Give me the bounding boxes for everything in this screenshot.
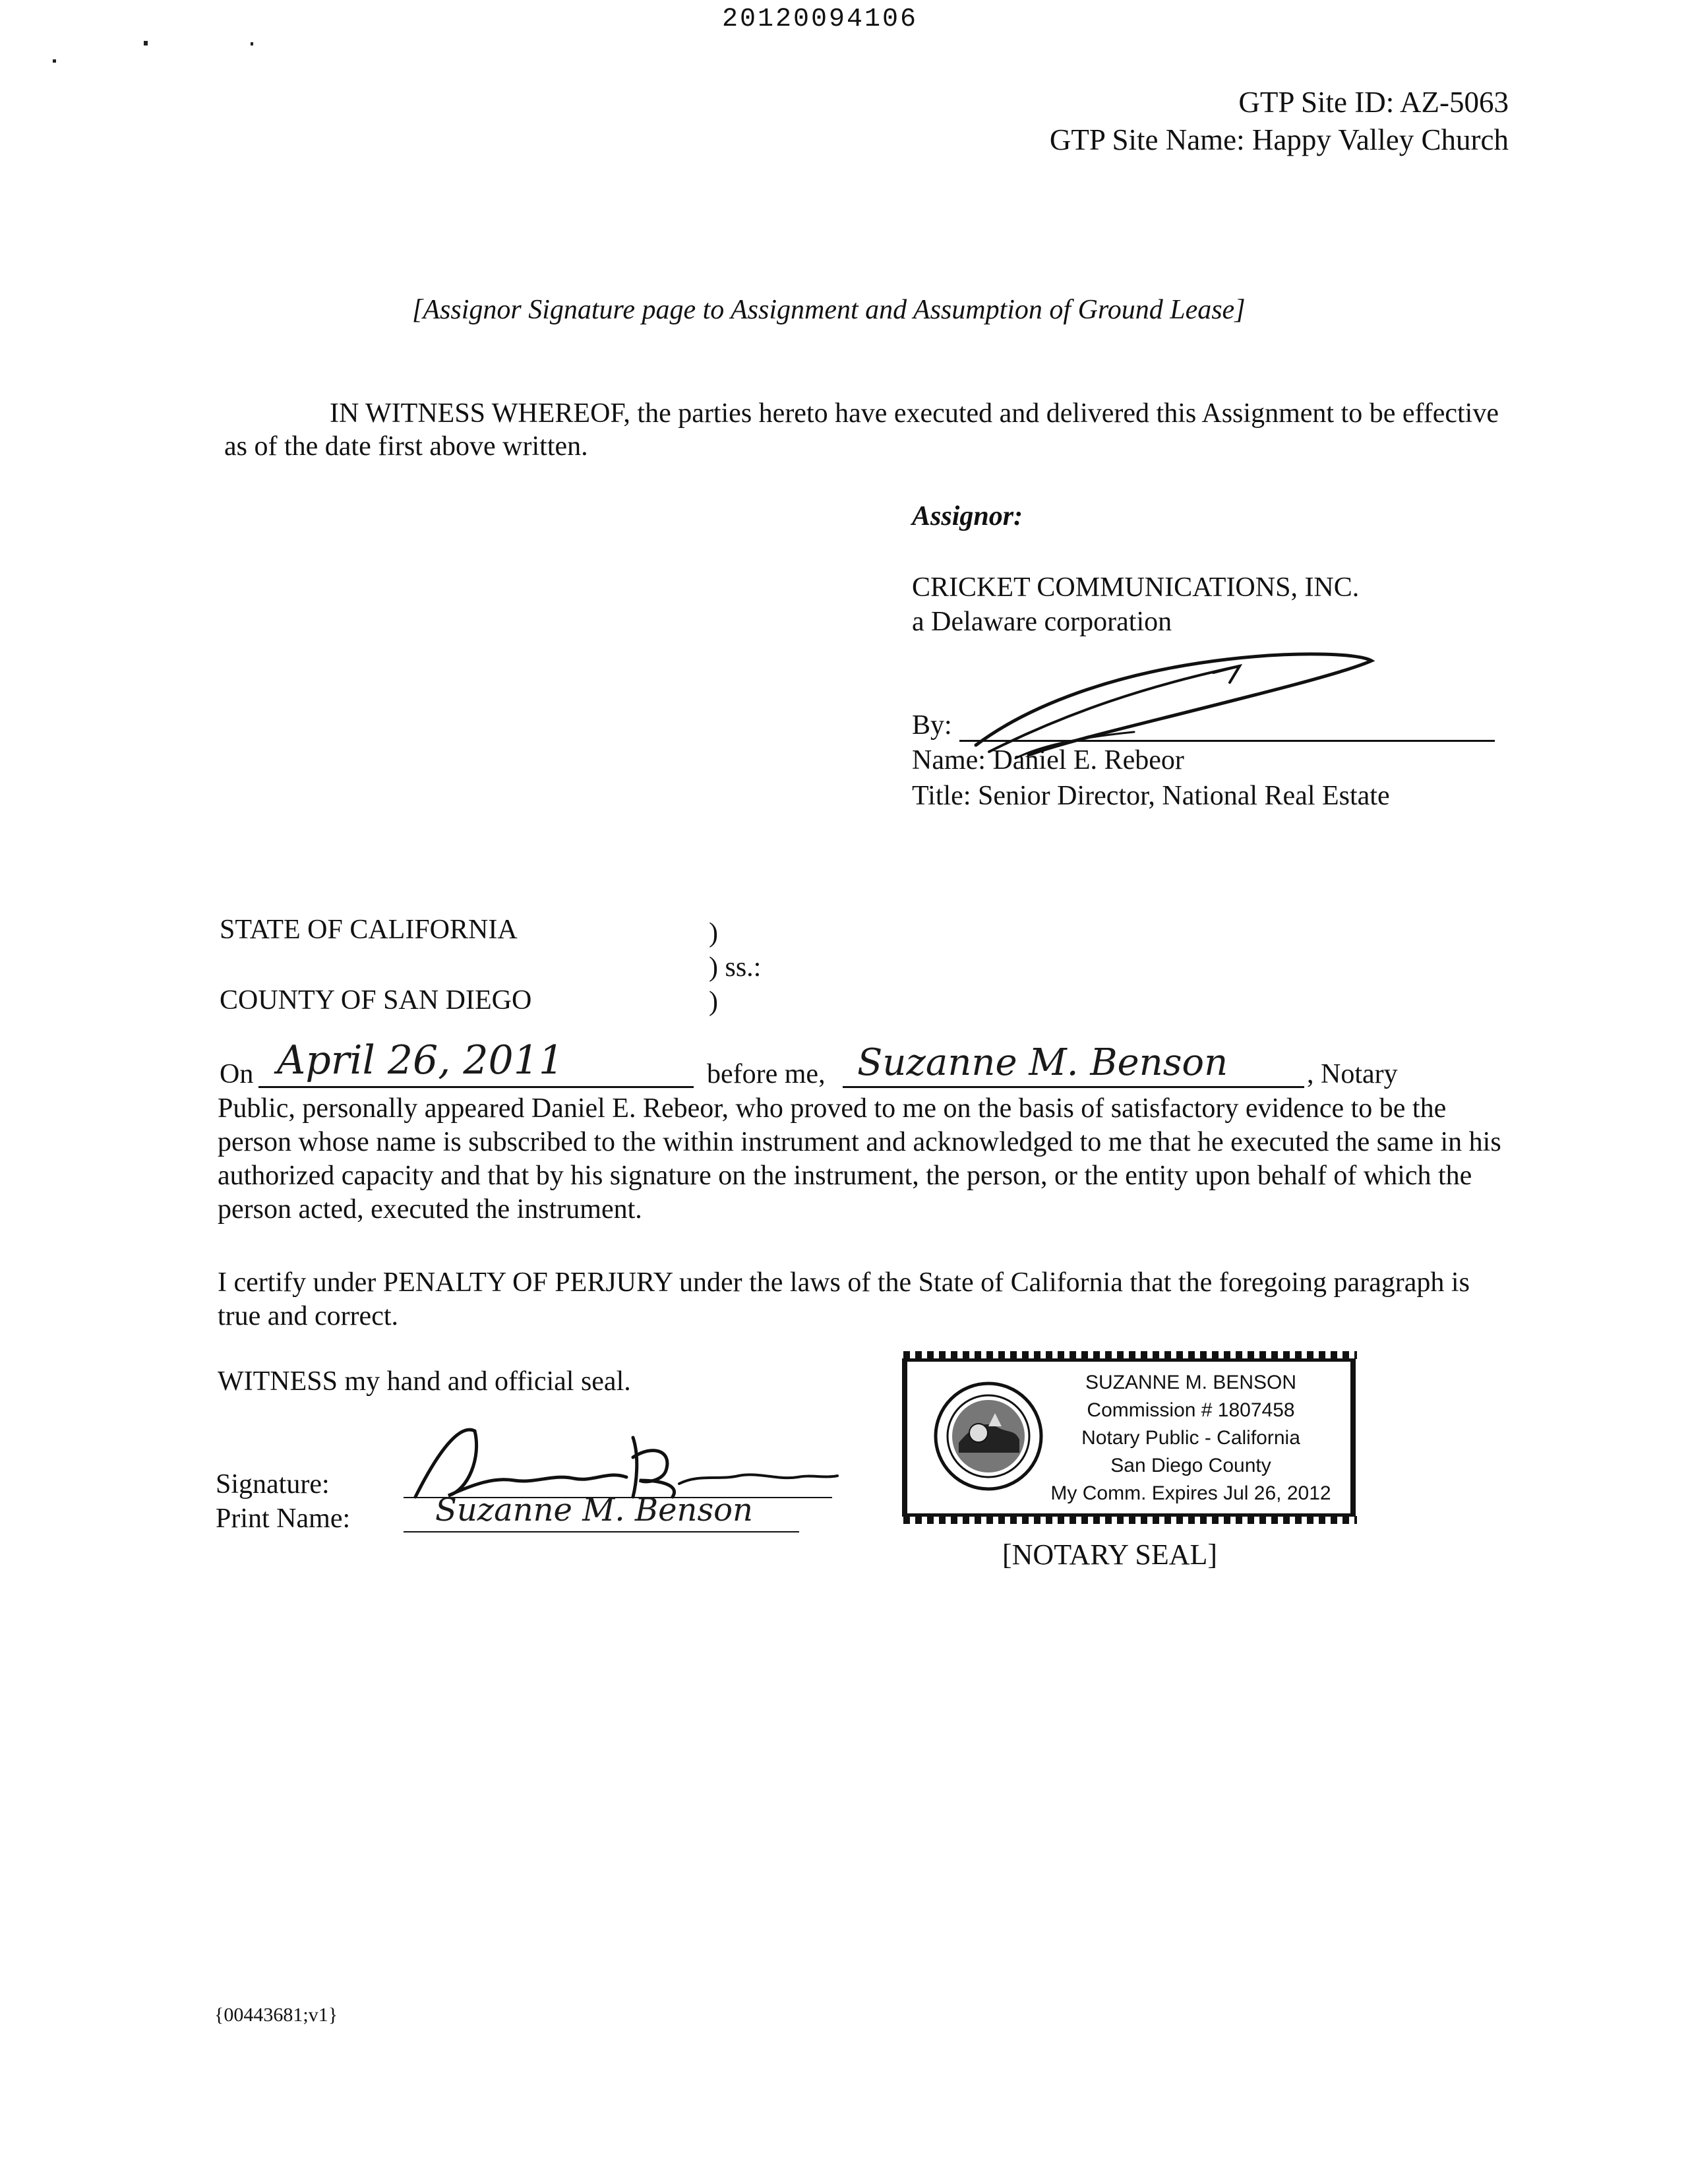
venue-county: COUNTY OF SAN DIEGO: [220, 985, 532, 1016]
handwritten-date: April 26, 2011: [277, 1037, 564, 1083]
seal-stamp-bottom-border: [903, 1516, 1357, 1524]
name-label: Name:: [912, 745, 986, 775]
stray-mark: [144, 41, 148, 46]
assignor-company: CRICKET COMMUNICATIONS, INC.: [912, 572, 1360, 603]
venue-paren-3: ): [709, 986, 718, 1017]
page-subtitle: [Assignor Signature page to Assignment and Assumption of Ground Lease]: [412, 295, 1246, 325]
stray-mark: [251, 42, 253, 46]
notary-seal-caption: [NOTARY SEAL]: [1002, 1538, 1218, 1571]
witness-seal-line: WITNESS my hand and official seal.: [218, 1366, 631, 1397]
print-name-label: Print Name:: [216, 1503, 351, 1534]
print-name-line: [404, 1531, 799, 1532]
notary-label: , Notary: [1307, 1059, 1398, 1089]
venue-paren-1: ): [709, 918, 718, 948]
on-label: On: [220, 1059, 254, 1089]
certification-text: I certify under PENALTY OF PERJURY under the laws of the State of California that the foregoing paragraph is true and correct.: [218, 1267, 1470, 1331]
signature-label: Signature:: [216, 1469, 330, 1500]
title-value: Senior Director, National Real Estate: [978, 781, 1390, 811]
seal-expiration: My Comm. Expires Jul 26, 2012: [1050, 1482, 1331, 1504]
seal-role: Notary Public - California: [1081, 1427, 1300, 1449]
state-seal-icon: [932, 1380, 1044, 1492]
title-label: Title:: [912, 781, 971, 811]
assignor-title-line: [912, 779, 1390, 812]
stray-mark: [53, 59, 56, 63]
certification-paragraph: [218, 1266, 1470, 1333]
assignor-label: Assignor:: [912, 501, 1023, 531]
before-me-label: before me,: [707, 1059, 826, 1089]
seal-county: San Diego County: [1110, 1455, 1271, 1476]
by-label: By:: [912, 710, 952, 741]
site-name: GTP Site Name: Happy Valley Church: [1049, 123, 1509, 156]
by-signature-line: [959, 740, 1495, 742]
date-line: [258, 1086, 694, 1088]
venue-state: STATE OF CALIFORNIA: [220, 915, 518, 945]
assignor-name-line: [912, 744, 1184, 777]
seal-notary-name: SUZANNE M. BENSON: [1085, 1372, 1297, 1393]
acknowledgment-body-text: Public, personally appeared Daniel E. Rebeor, who proved to me on the basis of satisfactory evidence to be the person whose name is subscribed to the within instrument and acknowledged to me that he executed the same in his authorized capacity and that by his signature on the instrument, the person, or the entity upon behalf of which the person acted, executed the instrument.: [218, 1093, 1501, 1225]
document-reference: {00443681;v1}: [214, 2004, 338, 2026]
witness-paragraph: [224, 397, 1517, 463]
assignor-label-text: Assignor: [912, 501, 1014, 531]
seal-stamp-top-border: [903, 1351, 1357, 1359]
notary-name-line: [843, 1086, 1304, 1088]
assignor-company-type: a Delaware corporation: [912, 607, 1172, 637]
notary-seal-stamp: [902, 1358, 1356, 1517]
name-value: Daniel E. Rebeor: [992, 745, 1184, 775]
site-id: GTP Site ID: AZ-5063: [1238, 86, 1509, 119]
handwritten-notary-name: Suzanne M. Benson: [857, 1041, 1228, 1084]
witness-paragraph-text: IN WITNESS WHEREOF, the parties hereto have executed and delivered this Assignment to be effective as of the date first above written.: [224, 398, 1499, 462]
handwritten-print-name: Suzanne M. Benson: [435, 1492, 753, 1529]
recording-number: 20120094106: [722, 5, 919, 34]
venue-ss: ) ss.:: [709, 952, 762, 983]
acknowledgment-body: [218, 1092, 1503, 1227]
seal-commission: Commission # 1807458: [1087, 1399, 1295, 1421]
